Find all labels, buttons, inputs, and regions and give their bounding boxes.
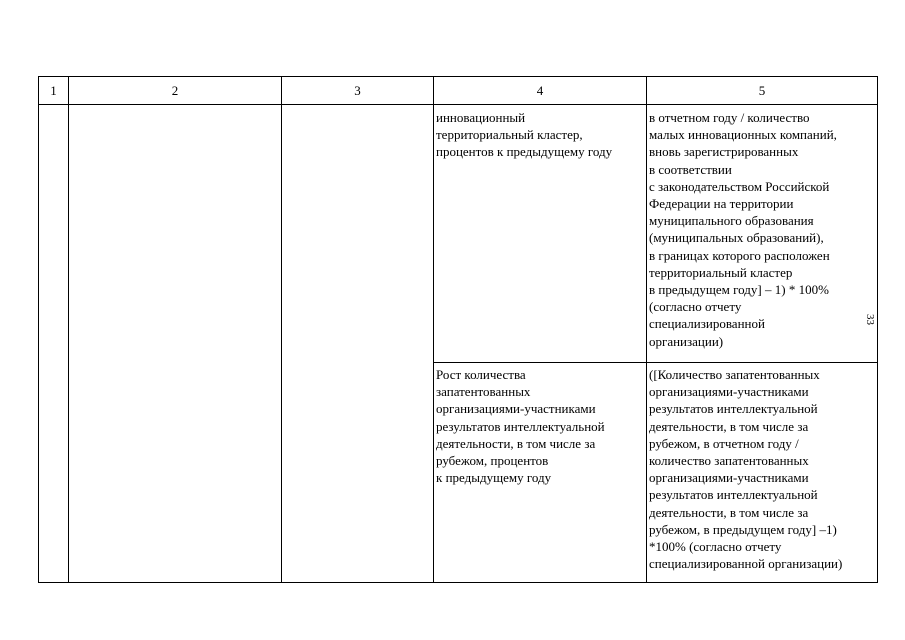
page-number: 33: [864, 314, 876, 325]
indicator-table: [38, 76, 878, 583]
table-row: [39, 105, 878, 363]
indicator-name-cell: [434, 363, 647, 583]
header-cell-2: 2: [69, 77, 282, 105]
formula-cell: [647, 363, 878, 583]
formula-text: в отчетном году / количество малых инновационных компаний, вновь зарегистрированных в соответствии с законодательством Российской Федерации на территории муниципального образования (муниципальных образований), в границах которого расположен территориальный кластер в предыдущем году] – 1) * 100% (согласно отчету специализированной организации): [649, 110, 837, 349]
table-header-row: [39, 77, 878, 105]
header-cell-5: 5: [647, 77, 878, 105]
header-cell-4: 4: [434, 77, 647, 105]
indicator-name-cell: [434, 105, 647, 363]
cell-col2-empty: [69, 105, 282, 583]
cell-col3-empty: [282, 105, 434, 583]
header-cell-3: 3: [282, 77, 434, 105]
indicator-name-text: Рост количества запатентованных организациями-участниками результатов интеллектуальной деятельности, в том числе за рубежом, процентов к предыдущему году: [436, 367, 605, 486]
formula-text: ([Количество запатентованных организациями-участниками результатов интеллектуальной деятельности, в том числе за рубежом, в отчетном году / количество запатентованных организациями-участниками результатов интеллектуальной деятельности, в том числе за рубежом, в предыдущем году] –1) *100% (согласно отчету специализированной организации): [649, 367, 843, 572]
formula-cell: [647, 105, 878, 363]
cell-col1-empty: [39, 105, 69, 583]
header-cell-1: 1: [39, 77, 69, 105]
indicator-name-text: инновационный территориальный кластер, процентов к предыдущему году: [436, 110, 613, 160]
